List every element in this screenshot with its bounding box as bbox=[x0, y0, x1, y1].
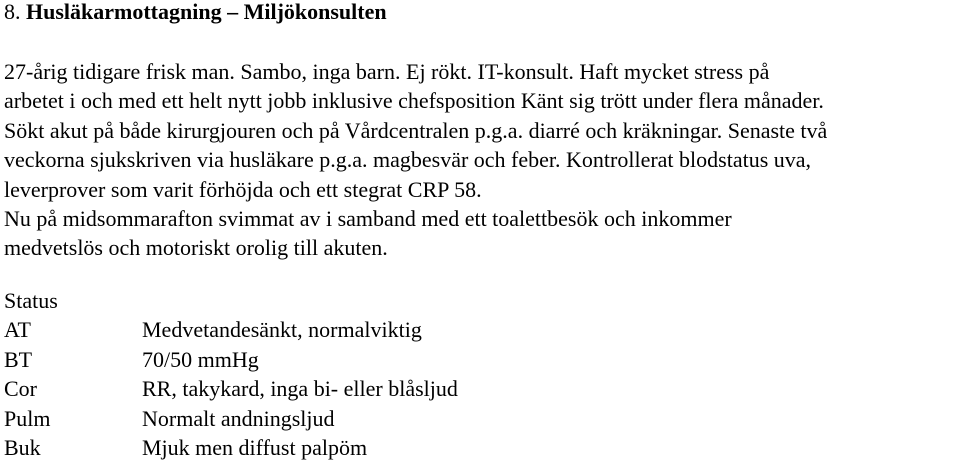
status-label: Buk bbox=[4, 434, 41, 460]
case-title: Husläkarmottagning – Miljökonsulten bbox=[26, 0, 387, 24]
status-value: RR, takykard, inga bi- eller blåsljud bbox=[142, 376, 458, 402]
status-row-pulm bbox=[4, 404, 335, 433]
case-line: Sökt akut på både kirurgjouren och på Vårdcentralen p.g.a. diarré och kräkningar. Senaste två bbox=[4, 117, 828, 143]
case-line: 27-årig tidigare frisk man. Sambo, inga barn. Ej rökt. IT-konsult. Haft mycket stress på bbox=[4, 59, 770, 84]
status-value: Medvetandesänkt, normalviktig bbox=[142, 317, 422, 343]
status-row-buk bbox=[4, 433, 368, 462]
case-heading bbox=[4, 0, 387, 26]
case-number: 8. bbox=[4, 0, 21, 24]
status-value: 70/50 mmHg bbox=[142, 346, 259, 372]
status-label: AT bbox=[4, 317, 31, 343]
status-label: Pulm bbox=[4, 405, 51, 431]
case-line: medvetslös och motoriskt orolig till akuten. bbox=[4, 235, 388, 261]
status-value: Mjuk men diffust palpöm bbox=[142, 434, 368, 460]
status-section bbox=[4, 286, 458, 462]
case-line: leverprover som varit förhöjda och ett stegrat CRP 58. bbox=[4, 176, 482, 202]
status-row-cor bbox=[4, 374, 458, 403]
case-line: veckorna sjukskriven via husläkare p.g.a. magbesvär och feber. Kontrollerat blodstatus uva, bbox=[4, 147, 812, 173]
case-description bbox=[4, 57, 956, 263]
case-line: arbetet i och med ett helt nytt jobb inklusive chefsposition Känt sig trött under flera månader. bbox=[4, 88, 824, 114]
status-label: Cor bbox=[4, 376, 37, 402]
status-label: BT bbox=[4, 346, 33, 372]
document-page bbox=[4, 0, 956, 464]
status-title: Status bbox=[4, 288, 58, 313]
status-value: Normalt andningsljud bbox=[142, 405, 335, 431]
case-line: Nu på midsommarafton svimmat av i samband med ett toalettbesök och inkommer bbox=[4, 205, 732, 231]
status-row-bt bbox=[4, 345, 259, 374]
status-row-at bbox=[4, 315, 422, 344]
